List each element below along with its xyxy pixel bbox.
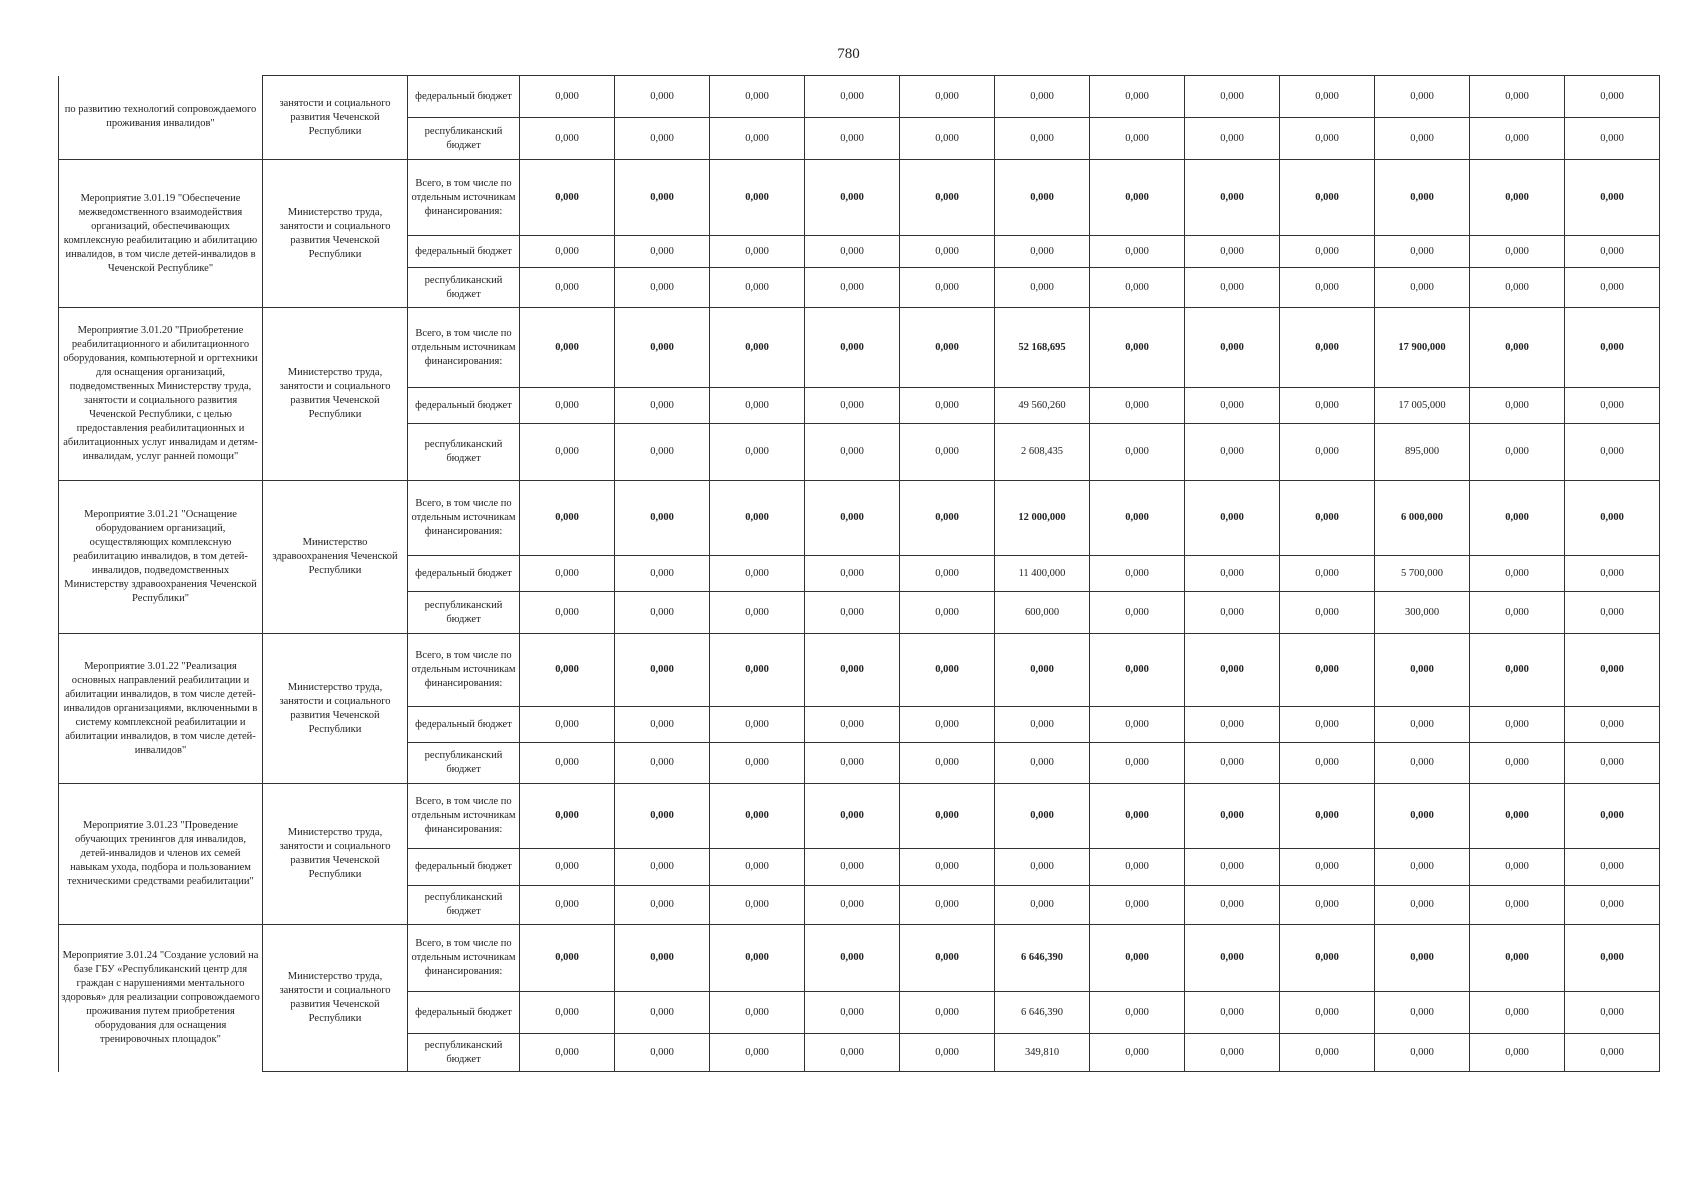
amount-cell: 0,000 [1280,556,1375,592]
amount-cell: 0,000 [1090,784,1185,849]
amount-cell: 0,000 [1565,592,1660,634]
executor-name: Министерство труда, занятости и социального развития Чеченской Республики [263,784,408,925]
amount-cell: 349,810 [995,1034,1090,1072]
amount-cell: 52 168,695 [995,308,1090,388]
amount-cell: 0,000 [710,481,805,556]
amount-cell: 49 560,260 [995,388,1090,424]
amount-cell: 0,000 [1090,308,1185,388]
amount-cell: 0,000 [805,707,900,743]
amount-cell: 0,000 [900,236,995,268]
amount-cell: 17 900,000 [1375,308,1470,388]
amount-cell: 0,000 [1280,849,1375,886]
amount-cell: 0,000 [1565,76,1660,118]
amount-cell: 0,000 [1565,160,1660,236]
amount-cell: 0,000 [1280,160,1375,236]
amount-cell: 0,000 [520,556,615,592]
amount-cell: 0,000 [1090,743,1185,784]
measure-name: Мероприятие 3.01.20 "Приобретение реабилитационного и абилитационного оборудования, компьютерной и оргтехники для оснащения организаций, подведомственных Министерству труда, занятости и социального развития Чеченской Республики, с целью предоставления реабилитационных и абилитационных услуг инвалидам и детям-инвалидам, услуг ранней помощи" [59,308,263,481]
amount-cell: 0,000 [1280,481,1375,556]
amount-cell: 0,000 [1185,886,1280,925]
amount-cell: 0,000 [1470,1034,1565,1072]
amount-cell: 0,000 [1185,76,1280,118]
amount-cell: 0,000 [995,236,1090,268]
funding-source: республиканский бюджет [408,424,520,481]
amount-cell: 0,000 [520,268,615,308]
amount-cell: 0,000 [900,118,995,160]
amount-cell: 0,000 [615,160,710,236]
amount-cell: 895,000 [1375,424,1470,481]
amount-cell: 0,000 [710,308,805,388]
amount-cell: 600,000 [995,592,1090,634]
amount-cell: 0,000 [1280,424,1375,481]
amount-cell: 0,000 [1090,886,1185,925]
amount-cell: 0,000 [805,992,900,1034]
amount-cell: 0,000 [1375,849,1470,886]
amount-cell: 0,000 [900,592,995,634]
amount-cell: 0,000 [1185,784,1280,849]
amount-cell: 0,000 [520,743,615,784]
amount-cell: 0,000 [1090,76,1185,118]
amount-cell: 0,000 [1185,268,1280,308]
amount-cell: 0,000 [1375,118,1470,160]
amount-cell: 0,000 [995,743,1090,784]
funding-source: федеральный бюджет [408,236,520,268]
amount-cell: 0,000 [710,886,805,925]
amount-cell: 0,000 [520,76,615,118]
amount-cell: 0,000 [1185,481,1280,556]
amount-cell: 0,000 [615,707,710,743]
amount-cell: 0,000 [520,118,615,160]
amount-cell: 0,000 [1565,784,1660,849]
amount-cell: 0,000 [900,634,995,707]
amount-cell: 0,000 [520,308,615,388]
amount-cell: 0,000 [1280,784,1375,849]
amount-cell: 0,000 [1375,886,1470,925]
funding-source: Всего, в том числе по отдельным источникам финансирования: [408,160,520,236]
amount-cell: 0,000 [1185,118,1280,160]
amount-cell: 6 646,390 [995,992,1090,1034]
amount-cell: 0,000 [1565,743,1660,784]
amount-cell: 0,000 [805,849,900,886]
amount-cell: 0,000 [520,592,615,634]
amount-cell: 0,000 [1565,849,1660,886]
amount-cell: 0,000 [710,160,805,236]
amount-cell: 0,000 [1375,707,1470,743]
amount-cell: 0,000 [1090,424,1185,481]
amount-cell: 6 646,390 [995,925,1090,992]
amount-cell: 0,000 [900,784,995,849]
amount-cell: 0,000 [1185,849,1280,886]
amount-cell: 0,000 [1090,849,1185,886]
amount-cell: 0,000 [615,784,710,849]
amount-cell: 0,000 [520,992,615,1034]
amount-cell: 0,000 [520,886,615,925]
total-row [59,160,1660,236]
amount-cell: 0,000 [900,160,995,236]
amount-cell: 0,000 [1185,925,1280,992]
amount-cell: 0,000 [900,992,995,1034]
amount-cell: 0,000 [1565,634,1660,707]
amount-cell: 0,000 [1185,707,1280,743]
amount-cell: 0,000 [805,118,900,160]
amount-cell: 0,000 [1185,743,1280,784]
amount-cell: 0,000 [1565,925,1660,992]
amount-cell: 0,000 [1375,634,1470,707]
amount-cell: 0,000 [710,925,805,992]
amount-cell: 0,000 [520,849,615,886]
amount-cell: 0,000 [1280,118,1375,160]
amount-cell: 0,000 [1280,707,1375,743]
amount-cell: 0,000 [805,1034,900,1072]
total-row [59,784,1660,849]
amount-cell: 0,000 [710,236,805,268]
amount-cell: 0,000 [615,481,710,556]
amount-cell: 0,000 [1470,424,1565,481]
amount-cell: 0,000 [1090,268,1185,308]
amount-cell: 6 000,000 [1375,481,1470,556]
amount-cell: 0,000 [1375,1034,1470,1072]
funding-source: федеральный бюджет [408,992,520,1034]
amount-cell: 0,000 [615,424,710,481]
amount-cell: 0,000 [520,160,615,236]
amount-cell: 0,000 [1090,1034,1185,1072]
measure-name: Мероприятие 3.01.24 "Создание условий на базе ГБУ «Республиканский центр для граждан с нарушениями ментального здоровья» для реализации сопровождаемого проживания путем приобретения оборудования для оснащения тренировочных площадок" [59,925,263,1072]
measure-name: Мероприятие 3.01.21 "Оснащение оборудованием организаций, осуществляющих комплексную реабилитацию инвалидов, в том детей-инвалидов, подведомственных Министерству здравоохранения Чеченской Республики" [59,481,263,634]
funding-source: федеральный бюджет [408,556,520,592]
funding-source: республиканский бюджет [408,886,520,925]
funding-source: Всего, в том числе по отдельным источникам финансирования: [408,634,520,707]
amount-cell: 0,000 [1090,634,1185,707]
amount-cell: 0,000 [1470,76,1565,118]
amount-cell: 0,000 [805,634,900,707]
amount-cell: 0,000 [900,556,995,592]
amount-cell: 0,000 [805,784,900,849]
amount-cell: 0,000 [1280,76,1375,118]
amount-cell: 0,000 [995,268,1090,308]
amount-cell: 0,000 [615,308,710,388]
funding-source: Всего, в том числе по отдельным источникам финансирования: [408,784,520,849]
funding-source: федеральный бюджет [408,707,520,743]
amount-cell: 0,000 [520,388,615,424]
amount-cell: 0,000 [1280,743,1375,784]
amount-cell: 0,000 [615,118,710,160]
amount-cell: 0,000 [900,743,995,784]
amount-cell: 0,000 [1090,925,1185,992]
executor-name: Министерство труда, занятости и социального развития Чеченской Республики [263,634,408,784]
amount-cell: 0,000 [1470,849,1565,886]
amount-cell: 0,000 [995,886,1090,925]
amount-cell: 0,000 [1090,707,1185,743]
amount-cell: 0,000 [1090,556,1185,592]
amount-cell: 0,000 [710,268,805,308]
funding-source: Всего, в том числе по отдельным источникам финансирования: [408,925,520,992]
amount-cell: 0,000 [1565,236,1660,268]
amount-cell: 0,000 [1185,556,1280,592]
executor-name: Министерство труда, занятости и социального развития Чеченской Республики [263,308,408,481]
executor-name: Министерство труда, занятости и социального развития Чеченской Республики [263,925,408,1072]
amount-cell: 0,000 [1280,236,1375,268]
executor-name: Министерство труда, занятости и социального развития Чеченской Республики [263,160,408,308]
amount-cell: 0,000 [1470,743,1565,784]
amount-cell: 0,000 [805,388,900,424]
amount-cell: 0,000 [1185,160,1280,236]
amount-cell: 2 608,435 [995,424,1090,481]
amount-cell: 0,000 [1470,634,1565,707]
amount-cell: 0,000 [710,76,805,118]
amount-cell: 0,000 [995,784,1090,849]
amount-cell: 0,000 [805,743,900,784]
amount-cell: 0,000 [1280,388,1375,424]
amount-cell: 0,000 [1280,886,1375,925]
amount-cell: 0,000 [615,76,710,118]
amount-cell: 0,000 [1375,925,1470,992]
amount-cell: 0,000 [1375,268,1470,308]
measure-name: Мероприятие 3.01.22 "Реализация основных направлений реабилитации и абилитации инвалидов, в том числе детей-инвалидов организациями, включенными в систему комплексной реабилитации и абилитации инвалидов, в том числе детей-инвалидов" [59,634,263,784]
amount-cell: 0,000 [1565,992,1660,1034]
total-row [59,308,1660,388]
amount-cell: 0,000 [1185,388,1280,424]
amount-cell: 0,000 [995,160,1090,236]
amount-cell: 0,000 [1280,992,1375,1034]
page-number: 780 [837,46,860,62]
funding-source: Всего, в том числе по отдельным источникам финансирования: [408,481,520,556]
amount-cell: 0,000 [1470,592,1565,634]
amount-cell: 0,000 [1375,160,1470,236]
budget-table [58,75,1660,1072]
total-row [59,634,1660,707]
amount-cell: 0,000 [1375,784,1470,849]
amount-cell: 0,000 [520,925,615,992]
amount-cell: 0,000 [900,76,995,118]
amount-cell: 0,000 [520,784,615,849]
amount-cell: 0,000 [900,1034,995,1072]
measure-name: Мероприятие 3.01.23 "Проведение обучающих тренингов для инвалидов, детей-инвалидов и членов их семей навыкам ухода, подбора и пользованием техническими средствами реабилитации" [59,784,263,925]
amount-cell: 0,000 [1090,992,1185,1034]
amount-cell: 17 005,000 [1375,388,1470,424]
amount-cell: 0,000 [710,592,805,634]
amount-cell: 0,000 [1375,76,1470,118]
amount-cell: 0,000 [520,1034,615,1072]
amount-cell: 0,000 [995,634,1090,707]
amount-cell: 0,000 [900,481,995,556]
amount-cell: 0,000 [1470,236,1565,268]
amount-cell: 0,000 [710,118,805,160]
measure-name: по развитию технологий сопровождаемого проживания инвалидов" [59,76,263,160]
amount-cell: 0,000 [805,236,900,268]
amount-cell: 0,000 [710,1034,805,1072]
funding-source: республиканский бюджет [408,118,520,160]
funding-source: республиканский бюджет [408,1034,520,1072]
amount-cell: 0,000 [805,925,900,992]
amount-cell: 0,000 [710,707,805,743]
total-row [59,481,1660,556]
amount-cell: 5 700,000 [1375,556,1470,592]
amount-cell: 0,000 [900,268,995,308]
amount-cell: 12 000,000 [995,481,1090,556]
amount-cell: 0,000 [520,424,615,481]
executor-name: занятости и социального развития Чеченской Республики [263,76,408,160]
amount-cell: 0,000 [1280,592,1375,634]
amount-cell: 0,000 [1565,707,1660,743]
amount-cell: 300,000 [1375,592,1470,634]
amount-cell: 0,000 [710,556,805,592]
funding-source: республиканский бюджет [408,592,520,634]
amount-cell: 0,000 [805,556,900,592]
amount-cell: 0,000 [710,424,805,481]
amount-cell: 0,000 [1565,481,1660,556]
amount-cell: 0,000 [1565,118,1660,160]
amount-cell: 11 400,000 [995,556,1090,592]
amount-cell: 0,000 [615,236,710,268]
amount-cell: 0,000 [805,886,900,925]
amount-cell: 0,000 [1470,308,1565,388]
amount-cell: 0,000 [1470,481,1565,556]
amount-cell: 0,000 [1185,592,1280,634]
amount-cell: 0,000 [805,424,900,481]
amount-cell: 0,000 [1565,556,1660,592]
amount-cell: 0,000 [615,849,710,886]
amount-cell: 0,000 [805,481,900,556]
amount-cell: 0,000 [520,707,615,743]
amount-cell: 0,000 [710,388,805,424]
measure-name: Мероприятие 3.01.19 "Обеспечение межведомственного взаимодействия организаций, обеспечивающих комплексную реабилитацию и абилитацию инвалидов, в том числе детей-инвалидов в Чеченской Республике" [59,160,263,308]
amount-cell: 0,000 [1470,118,1565,160]
amount-cell: 0,000 [995,707,1090,743]
amount-cell: 0,000 [1090,481,1185,556]
amount-cell: 0,000 [615,388,710,424]
funding-source: Всего, в том числе по отдельным источникам финансирования: [408,308,520,388]
amount-cell: 0,000 [805,160,900,236]
amount-cell: 0,000 [615,886,710,925]
funding-source: федеральный бюджет [408,849,520,886]
amount-cell: 0,000 [1470,886,1565,925]
amount-cell: 0,000 [615,592,710,634]
amount-cell: 0,000 [615,1034,710,1072]
amount-cell: 0,000 [1375,236,1470,268]
amount-cell: 0,000 [1090,592,1185,634]
executor-name: Министерство здравоохранения Чеченской Республики [263,481,408,634]
amount-cell: 0,000 [1375,743,1470,784]
amount-cell: 0,000 [900,707,995,743]
amount-cell: 0,000 [1090,160,1185,236]
amount-cell: 0,000 [710,849,805,886]
amount-cell: 0,000 [900,925,995,992]
amount-cell: 0,000 [1470,268,1565,308]
amount-cell: 0,000 [710,784,805,849]
amount-cell: 0,000 [1565,308,1660,388]
amount-cell: 0,000 [1470,992,1565,1034]
amount-cell: 0,000 [1280,268,1375,308]
amount-cell: 0,000 [1185,308,1280,388]
amount-cell: 0,000 [615,268,710,308]
amount-cell: 0,000 [1565,268,1660,308]
amount-cell: 0,000 [1090,118,1185,160]
amount-cell: 0,000 [805,76,900,118]
amount-cell: 0,000 [1470,784,1565,849]
amount-cell: 0,000 [995,76,1090,118]
amount-cell: 0,000 [995,118,1090,160]
amount-cell: 0,000 [710,743,805,784]
amount-cell: 0,000 [1090,388,1185,424]
amount-cell: 0,000 [1470,925,1565,992]
amount-cell: 0,000 [615,925,710,992]
amount-cell: 0,000 [615,743,710,784]
amount-cell: 0,000 [1470,160,1565,236]
amount-cell: 0,000 [615,634,710,707]
amount-cell: 0,000 [1280,925,1375,992]
amount-cell: 0,000 [1185,424,1280,481]
amount-cell: 0,000 [615,992,710,1034]
funding-source: республиканский бюджет [408,743,520,784]
amount-cell: 0,000 [1565,886,1660,925]
amount-cell: 0,000 [1185,1034,1280,1072]
amount-cell: 0,000 [710,992,805,1034]
amount-cell: 0,000 [520,634,615,707]
amount-cell: 0,000 [1565,388,1660,424]
amount-cell: 0,000 [1280,308,1375,388]
amount-cell: 0,000 [710,634,805,707]
amount-cell: 0,000 [615,556,710,592]
funding-source: республиканский бюджет [408,268,520,308]
amount-cell: 0,000 [1470,388,1565,424]
amount-cell: 0,000 [1565,1034,1660,1072]
amount-cell: 0,000 [805,308,900,388]
amount-cell: 0,000 [1185,236,1280,268]
total-row [59,925,1660,992]
amount-cell: 0,000 [1280,1034,1375,1072]
amount-cell: 0,000 [900,424,995,481]
amount-cell: 0,000 [1185,634,1280,707]
funding-source: федеральный бюджет [408,388,520,424]
amount-cell: 0,000 [900,886,995,925]
amount-cell: 0,000 [1565,424,1660,481]
amount-cell: 0,000 [900,308,995,388]
amount-cell: 0,000 [520,481,615,556]
table-row [59,76,1660,118]
amount-cell: 0,000 [1280,634,1375,707]
amount-cell: 0,000 [805,592,900,634]
funding-source: федеральный бюджет [408,76,520,118]
amount-cell: 0,000 [520,236,615,268]
amount-cell: 0,000 [900,849,995,886]
amount-cell: 0,000 [1185,992,1280,1034]
amount-cell: 0,000 [900,388,995,424]
amount-cell: 0,000 [995,849,1090,886]
amount-cell: 0,000 [1470,556,1565,592]
amount-cell: 0,000 [1090,236,1185,268]
amount-cell: 0,000 [1470,707,1565,743]
amount-cell: 0,000 [805,268,900,308]
amount-cell: 0,000 [1375,992,1470,1034]
